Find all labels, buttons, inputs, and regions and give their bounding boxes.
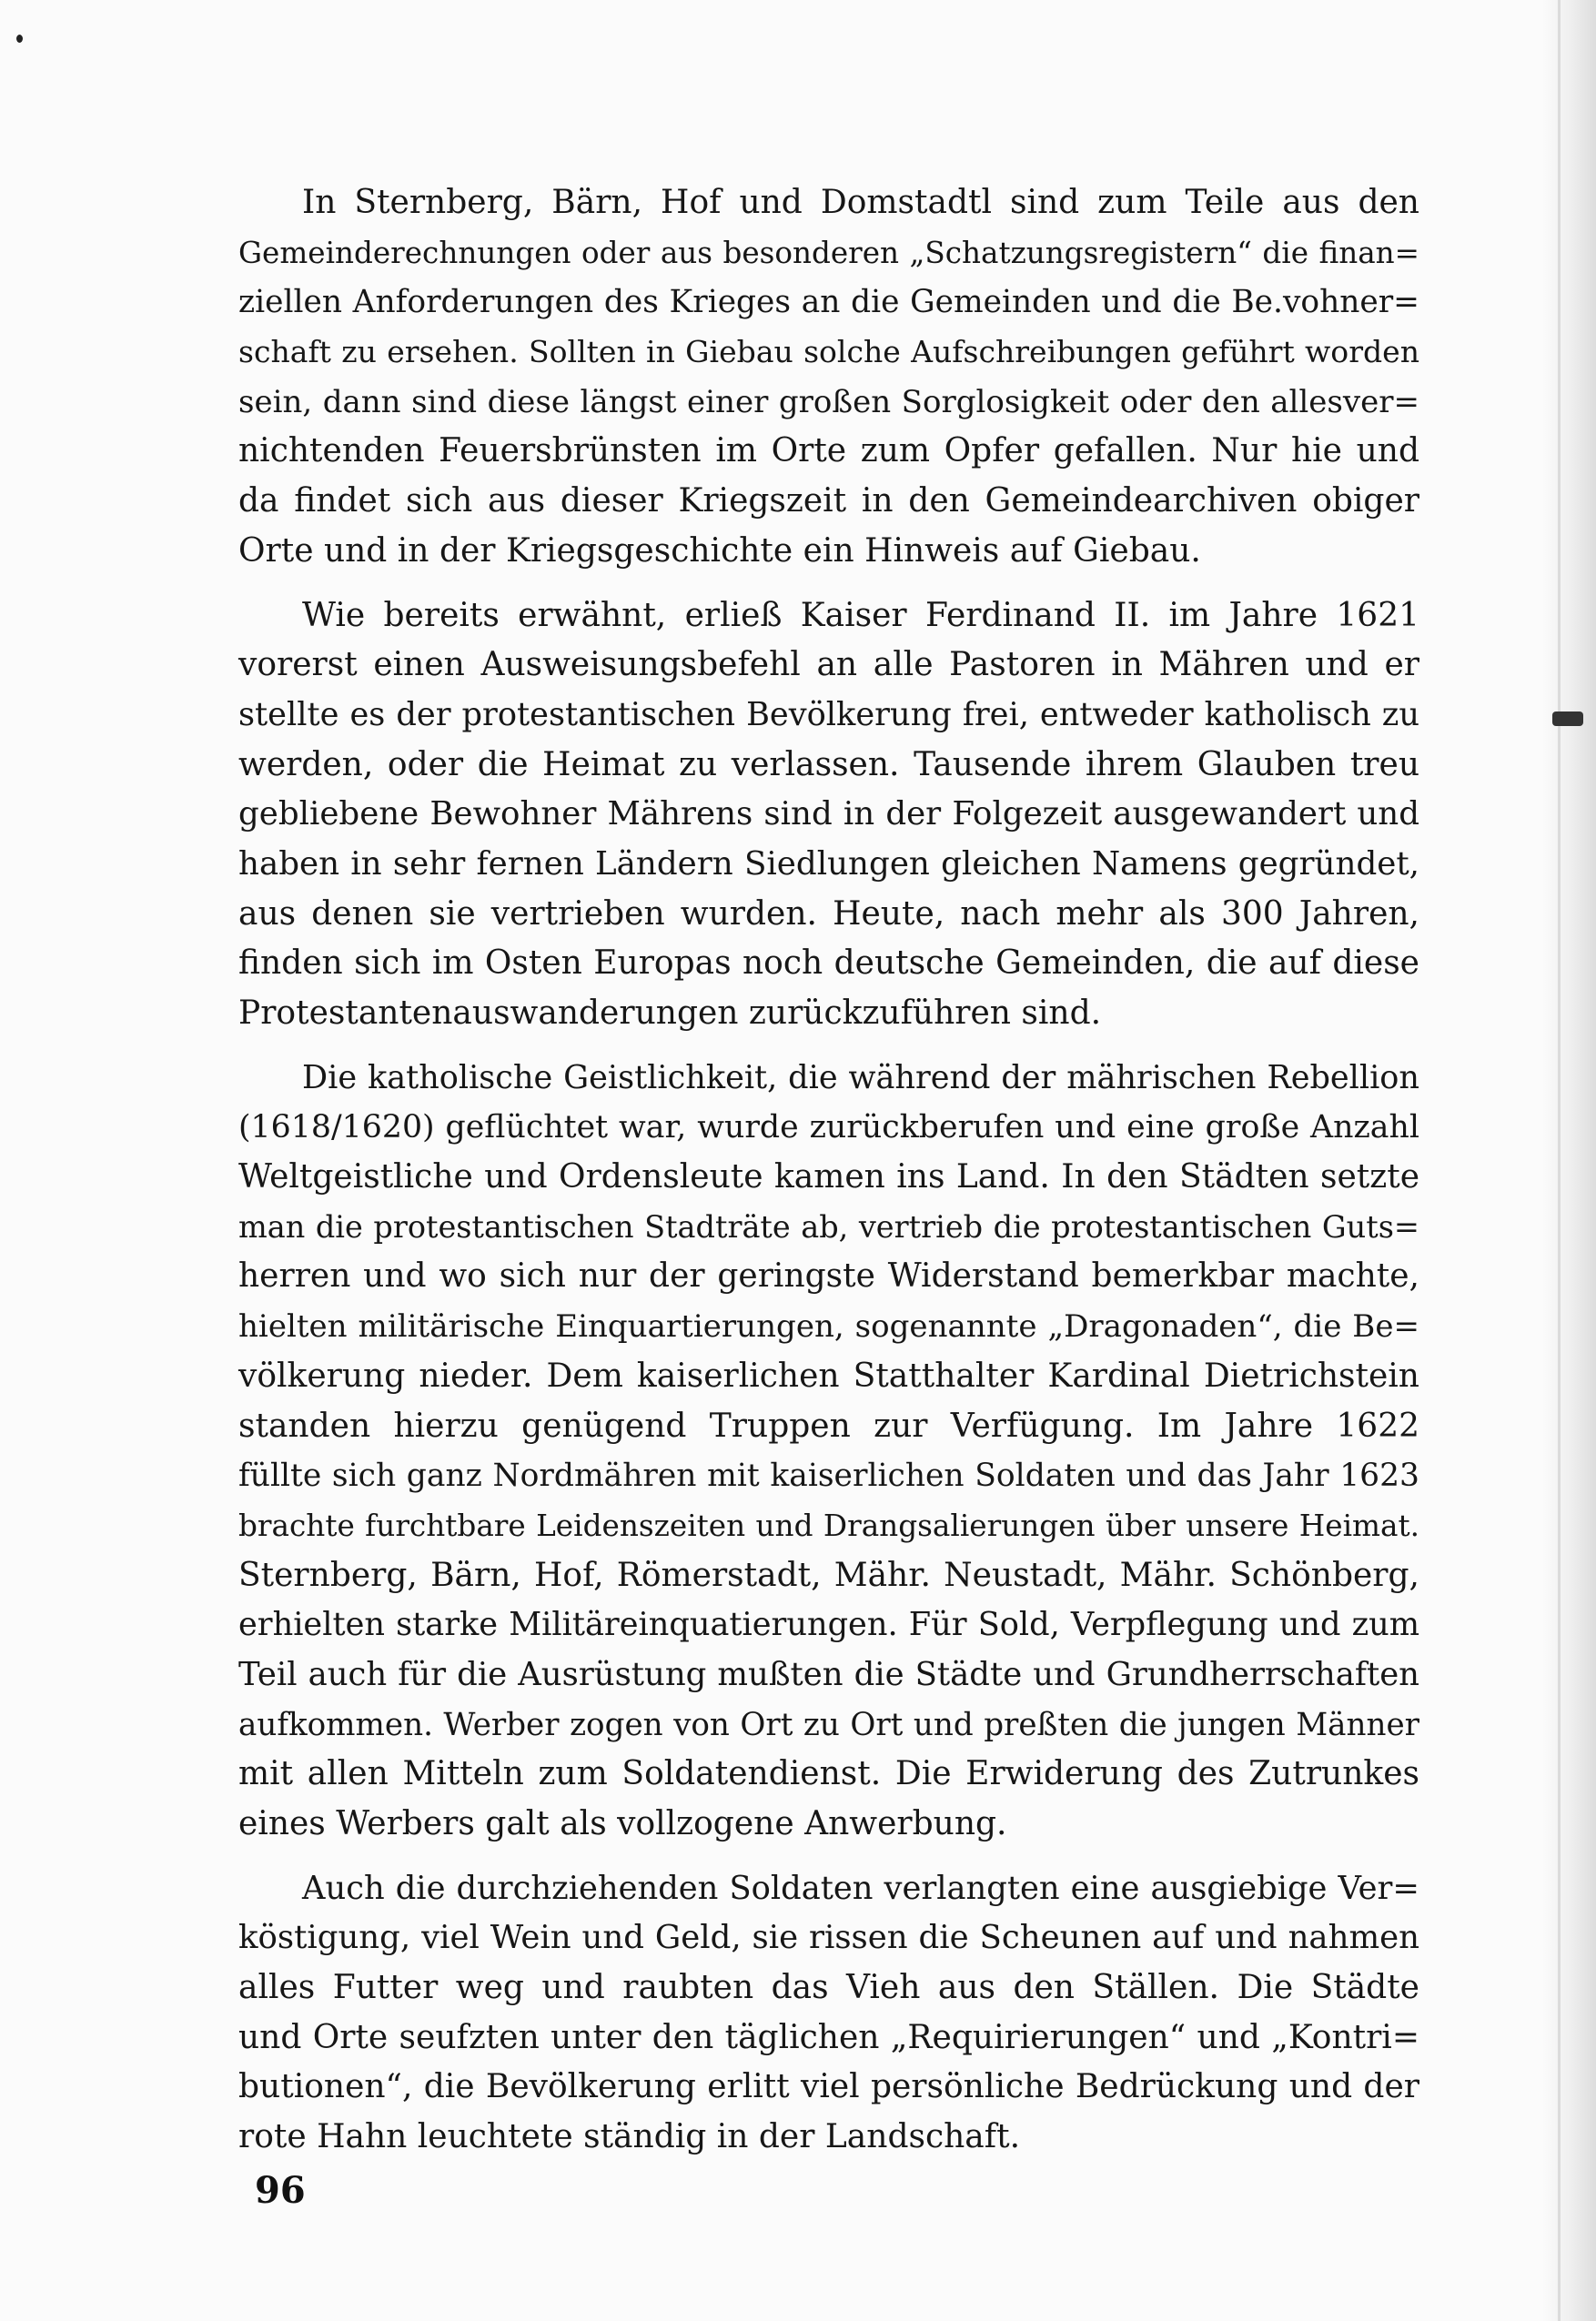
text-line: Auch die durchziehenden Soldaten verlangten eine ausgiebige Ver= — [302, 1869, 1419, 1907]
text-line: mit allen Mitteln zum Soldatendienst. Die Erwiderung des Zutrunkes — [238, 1755, 1419, 1793]
text-line: (1618/1620) geflüchtet war, wurde zurückberufen und eine große Anzahl — [238, 1109, 1419, 1146]
text-line: füllte sich ganz Nordmähren mit kaiserlichen Soldaten und das Jahr 1623 — [238, 1458, 1419, 1495]
text-line: Protestantenauswanderungen zurückzuführen sind. — [238, 994, 1102, 1032]
text-line: schaft zu ersehen. Sollten in Giebau solche Aufschreibungen geführt worden — [238, 334, 1419, 370]
text-line: gebliebene Bewohner Mährens sind in der Folgezeit ausgewandert und — [238, 795, 1419, 833]
paragraph — [238, 1054, 1419, 1850]
text-line: Sternberg, Bärn, Hof, Römerstadt, Mähr. Neustadt, Mähr. Schönberg, — [238, 1556, 1419, 1594]
page-edge-line — [1558, 0, 1561, 2321]
margin-ink-mark — [1552, 711, 1583, 726]
text-line: hielten militärische Einquartierungen, sogenannte „Dragonaden“, die Be= — [238, 1308, 1419, 1346]
text-line: sein, dann sind diese längst einer großen Sorglosigkeit oder den allesver= — [238, 383, 1419, 420]
text-line: herren und wo sich nur der geringste Widerstand bemerkbar machte, — [238, 1257, 1419, 1296]
text-line: finden sich im Osten Europas noch deutsche Gemeinden, die auf diese — [238, 944, 1419, 983]
text-line: und Orte seufzten unter den täglichen „Requirierungen“ und „Kontri= — [238, 2018, 1419, 2056]
text-line: Die katholische Geistlichkeit, die während der mährischen Rebellion — [302, 1058, 1419, 1096]
text-line: butionen“, die Bevölkerung erlitt viel persönliche Bedrückung und der — [238, 2068, 1419, 2106]
text-line: Weltgeistliche und Ordensleute kamen ins Land. In den Städten setzte — [238, 1158, 1419, 1196]
text-line: ziellen Anforderungen des Krieges an die Gemeinden und die Be.vohner= — [238, 284, 1419, 321]
text-line: brachte furchtbare Leidenszeiten und Drangsalierungen über unsere Heimat. — [238, 1508, 1419, 1543]
text-line: Teil auch für die Ausrüstung mußten die Städte und Grundherrschaften — [238, 1655, 1419, 1693]
text-line: da findet sich aus dieser Kriegszeit in den Gemeindearchiven obiger — [238, 482, 1419, 520]
page-number: 96 — [255, 2169, 306, 2212]
text-line: man die protestantischen Stadträte ab, vertrieb die protestantischen Guts= — [238, 1208, 1419, 1245]
text-line: Wie bereits erwähnt, erließ Kaiser Ferdinand II. im Jahre 1621 — [302, 596, 1419, 634]
text-line: köstigung, viel Wein und Geld, sie rissen die Scheunen auf und nahmen — [238, 1919, 1419, 1957]
text-line: stellte es der protestantischen Bevölkerung frei, entweder katholisch zu — [238, 695, 1419, 733]
text-line: standen hierzu genügend Truppen zur Verfügung. Im Jahre 1622 — [238, 1407, 1419, 1445]
scan-speck — [16, 35, 23, 43]
text-line: aus denen sie vertrieben wurden. Heute, nach mehr als 300 Jahren, — [238, 894, 1419, 933]
text-line: Orte und in der Kriegsgeschichte ein Hinweis auf Giebau. — [238, 531, 1201, 570]
text-line: rote Hahn leuchtete ständig in der Landschaft. — [238, 2118, 1021, 2156]
paragraph — [238, 591, 1419, 1039]
text-line: völkerung nieder. Dem kaiserlichen Statthalter Kardinal Dietrichstein — [238, 1357, 1419, 1395]
text-line: erhielten starke Militäreinquatierungen. Für Sold, Verpflegung und zum — [238, 1606, 1419, 1644]
text-line: aufkommen. Werber zogen von Ort zu Ort und preßten die jungen Männer — [238, 1706, 1419, 1743]
text-line: In Sternberg, Bärn, Hof und Domstadtl sind zum Teile aus den — [302, 184, 1419, 221]
body-text — [238, 178, 1419, 2177]
text-line: alles Futter weg und raubten das Vieh aus den Ställen. Die Städte — [238, 1969, 1419, 2007]
text-line: Gemeinderechnungen oder aus besonderen „Schatzungsregistern“ die finan= — [238, 235, 1419, 270]
text-line: haben in sehr fernen Ländern Siedlungen gleichen Namens gegründet, — [238, 844, 1419, 883]
text-line: werden, oder die Heimat zu verlassen. Tausende ihrem Glauben treu — [238, 745, 1419, 783]
paragraph — [238, 178, 1419, 577]
paragraph — [238, 1864, 1419, 2163]
text-line: eines Werbers galt als vollzogene Anwerbung. — [238, 1805, 1007, 1842]
text-line: nichtenden Feuersbrünsten im Orte zum Opfer gefallen. Nur hie und — [238, 432, 1419, 470]
text-line: vorerst einen Ausweisungsbefehl an alle Pastoren in Mähren und er — [238, 646, 1419, 684]
page-edge-shadow — [1541, 0, 1596, 2321]
